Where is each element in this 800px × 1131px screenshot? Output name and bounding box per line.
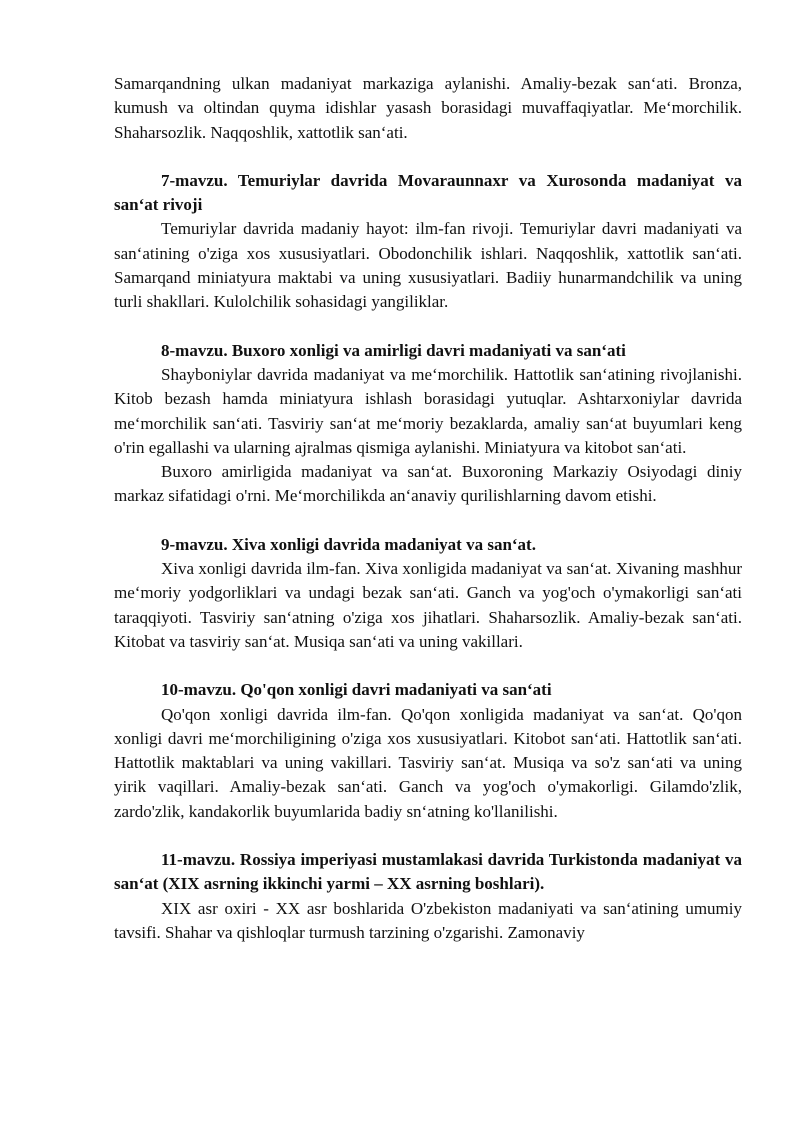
section-11-paragraph-1: XIX asr oxiri - XX asr boshlarida O'zbekiston madaniyati va san‘atining umumiy tavsifi. Shahar va qishloqlar turmush tarzining o'zgarishi. Zamonaviy (114, 898, 742, 942)
spacer (114, 145, 742, 169)
section-heading-7: 7-mavzu. Temuriylar davrida Movaraunnaxr va Xurosonda madaniyat va san‘at rivoji (114, 170, 742, 215)
section-8-paragraph-1: Shayboniylar davrida madaniyat va me‘morchilik. Hattotlik san‘atining rivojlanishi. Kitob bezash hamda miniatyura ishlash borasidagi yutuqlar. Ashtarxoniylar davrida me‘morchilik san‘ati. Tasviriy san‘at me‘moriy bezaklarda, amaliy san‘at buyumlari keng o'rin egallashi va ularning ajralmas qismiga aylanishi. Miniatyura va kitobot san‘ati. (114, 364, 742, 457)
section-heading-9: 9-mavzu. Xiva xonligi davrida madaniyat va san‘at. (161, 534, 536, 554)
section-8-paragraph-2: Buxoro amirligida madaniyat va san‘at. Buxoroning Markaziy Osiyodagi diniy markaz sifatidagi o'rni. Me‘morchilikda an‘anaviy qurilishlarning davom etishi. (114, 462, 742, 506)
spacer (114, 824, 742, 848)
section-9-paragraph-1: Xiva xonligi davrida ilm-fan. Xiva xonligida madaniyat va san‘at. Xivaning mashhur me‘moriy yodgorliklari va undagi bezak san‘ati. Ganch va yog'och o'ymakorligi san‘ati taraqqiyoti. Tasviriy san‘atning o'ziga xos jihatlari. Shaharsozlik. Amaliy-bezak san‘ati. Kitobat va tasviriy san‘at. Musiqa san‘ati va uning vakillari. (114, 559, 742, 651)
document-page (114, 72, 742, 945)
section-7-paragraph-1: Temuriylar davrida madaniy hayot: ilm-fan rivoji. Temuriylar davri madaniyati va san‘atining o'ziga xos xususiyatlari. Obodonchilik ishlari. Naqqoshlik, xattotlik san‘ati. Samarqand miniatyura maktabi va uning xususiyatlari. Badiiy hunarmandchilik va uning turli shakllari. Kulolchilik sohasidagi yangiliklar. (114, 219, 742, 312)
section-heading-11: 11-mavzu. Rossiya imperiyasi mustamlakasi davrida Turkistonda madaniyat va san‘at (XIX asrning ikkinchi yarmi – XX asrning boshlari). (114, 850, 742, 894)
spacer (114, 509, 742, 533)
intro-paragraph: Samarqandning ulkan madaniyat markaziga aylanishi. Amaliy-bezak san‘ati. Bronza, kumush va oltindan quyma idishlar yasash borasidagi muvaffaqiyatlar. Me‘morchilik. Shaharsozlik. Naqqoshlik, xattotlik san‘ati. (114, 74, 742, 142)
section-heading-10: 10-mavzu. Qo'qon xonligi davri madaniyati va san‘ati (161, 680, 552, 700)
spacer (114, 654, 742, 678)
section-10-paragraph-1: Qo'qon xonligi davrida ilm-fan. Qo'qon xonligida madaniyat va san‘at. Qo'qon xonligi davri me‘morchiligining o'ziga xos xususiyatlari. Kitobot san‘ati. Hattotlik san‘ati. Hattotlik maktablari va uning vakillari. Tasviriy san‘at. Musiqa va so'z san‘ati va uning yirik vaqillari. Amaliy-bezak san‘ati. Ganch va yog'och o'ymakorligi. Gilamdo'zlik, zardo'zlik, kandakorlik buyumlarida badiy sn‘atning ko'llanilishi. (114, 704, 742, 821)
spacer (114, 315, 742, 339)
section-heading-8: 8-mavzu. Buxoro xonligi va amirligi davri madaniyati va san‘ati (161, 340, 626, 360)
